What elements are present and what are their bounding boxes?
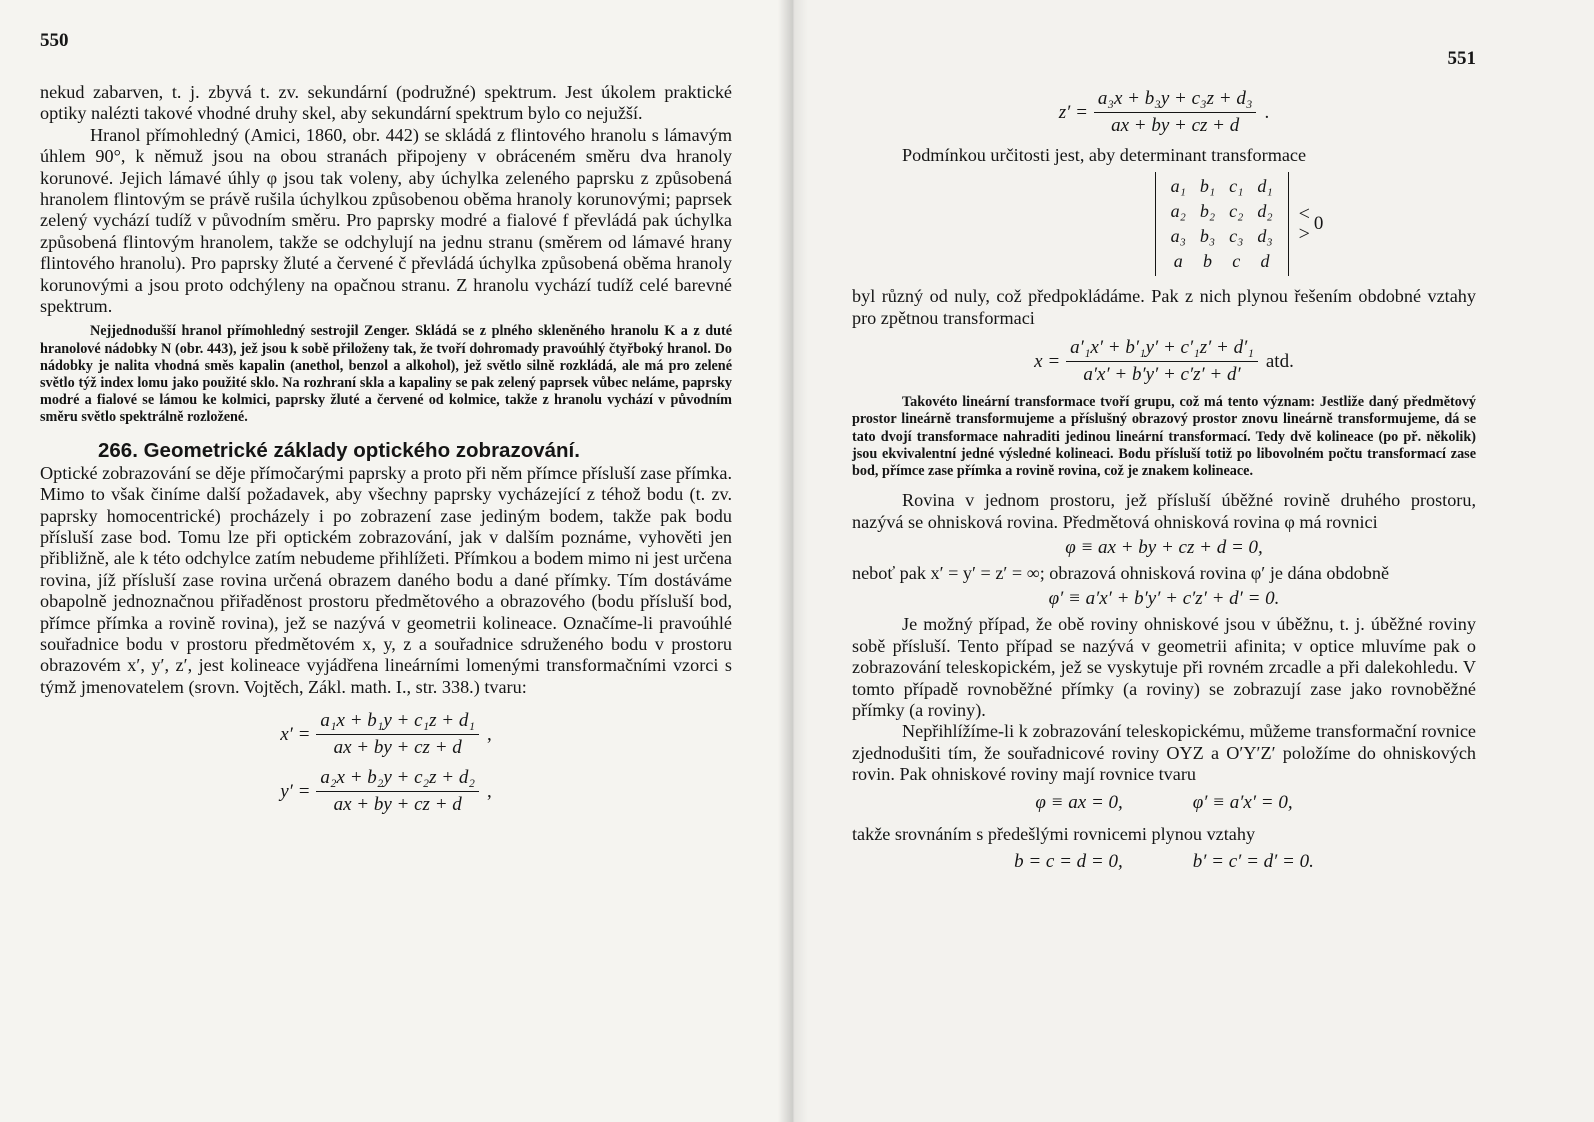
- eq-pair-left: φ ≡ ax = 0,: [1035, 791, 1123, 813]
- determinant-matrix: [1155, 172, 1289, 276]
- paragraph-compare: takže srovnáním s předešlými rovnicemi plynou vztahy: [852, 823, 1256, 844]
- eq-inv-tail: atd.: [1265, 350, 1294, 372]
- det-cell: a₂: [1170, 201, 1186, 222]
- eq-z-denominator: ax + by + cz + d: [1111, 115, 1240, 136]
- det-cell: a₃: [1170, 226, 1186, 247]
- paragraph-affinity: Je možný případ, že obě roviny ohniskové jsou v úběžnu, t. j. úběžné roviny sobě přísluší. Tento případ se nazývá v geometrii afinita; v optice mluvíme pak o zobrazování teleskopickém, jež se vyskytuje při rovném zrcadle a při dalekohledu. V tomto případě rovnoběžné přímky (a roviny) se zobrazují zase jako rovnoběžné přímky (a roviny).: [852, 614, 1476, 721]
- right-body-6: [852, 824, 1476, 845]
- det-row: [1164, 249, 1280, 274]
- right-body-3: [852, 490, 1476, 533]
- determinant-table: [1164, 174, 1280, 274]
- eq-y-comma: ,: [487, 780, 492, 802]
- left-page: [0, 0, 792, 1122]
- eq-x-numerator: a₁x + b₁y + c₁z + d₁: [316, 710, 479, 735]
- paragraph-amici-prism: Hranol přímohledný (Amici, 1860, obr. 442) se skládá z flintového hranolu s lámavým úhlem 90°, k němuž jsou na obou stranách připojeny v obráceném směru dva hranoly korunové. Jejich lámavé úhly φ jsou tak voleny, aby úchylka zeleného paprsku z způsobená hranolem flintovým se právě rušila úchylkou způsobenou oběma hranoly korunovými; paprsek zelený vychází tudíž v původním směru. Pro paprsky modré a fialové f převládá pak úchylka způsobená flintovým hranolem, takže se odchylují na jednu stranu (směrem od lámavé hrany flintového hranolu). Pro paprsky žluté a červené č převládá úchylka způsobená oběma hranoly korunovými a jsou proto odchýleny na opačnou stranu. Z hranolu vychází tudíž celé barevné spektrum.: [40, 124, 732, 317]
- det-cell: c₃: [1229, 226, 1244, 247]
- right-small-print: [852, 394, 1476, 480]
- paragraph-nonzero: byl různý od nuly, což předpokládáme. Pak z nich plynou řešením obdobné vztahy pro zpětnou transformaci: [852, 286, 1476, 328]
- section-number: 266.: [98, 438, 138, 462]
- eq-inv-lhs: x =: [1034, 350, 1061, 372]
- section-body: [40, 463, 732, 698]
- right-page: [792, 0, 1594, 1122]
- eq-y-numerator: a₂x + b₂y + c₂z + d₂: [316, 767, 479, 792]
- det-cell: b₁: [1199, 176, 1216, 197]
- section-title: Geometrické základy optického zobrazování.: [143, 438, 580, 462]
- det-cell: a₁: [1170, 176, 1186, 197]
- det-cell: b₂: [1199, 201, 1216, 222]
- det-rel-zero: 0: [1313, 213, 1324, 235]
- right-body-2: [852, 286, 1476, 329]
- right-body-5: [852, 614, 1476, 785]
- det-row: [1164, 174, 1280, 199]
- eq-z-fraction: [1094, 88, 1257, 137]
- eq-x-fraction: [316, 710, 479, 759]
- equation-pair-focal: [852, 792, 1476, 814]
- paragraph-secondary-spectrum: nekud zabarven, t. j. zbyvá t. zv. sekundární (podružné) spektrum. Jest úkolem praktické optiky nalézti takové vhodné druhy skel, aby sekundární spektrum bylo co nejužší.: [40, 82, 732, 124]
- equation-inverse: [852, 337, 1476, 386]
- det-cell: d₂: [1257, 201, 1273, 222]
- paragraph-zenger-prism: Nejjednodušší hranol přímohledný sestrojil Zenger. Skládá se z plného skleněného hranolu K a z duté hranolové nádobky N (obr. 443), jež jsou k sobě přiloženy tak, že tvoří dohromady pravoúhlý čtyřboký hranol. Do nádobky je nalita vhodná směs kapalin (anethol, benzol a alkohol), jež světlo silně rozkládá, ale má pro zelené světlo týž index lomu jako použité sklo. Na rozhraní skla a kapaliny se pak zelený paprsek vůbec neláme, paprsky modré a fialové se lámou ke kolmici, paprsky žluté a červené od kolmice, takže z hranolu vychází v původním směru světlo spektrálně rozložené.: [40, 323, 732, 426]
- eq-x-comma: ,: [487, 723, 492, 745]
- paragraph-telescopic: Nepřihlížíme-li k zobrazování teleskopickému, můžeme transformační rovnice zjednodušiti tím, že souřadnicové roviny OYZ a O′Y′Z′ položíme do ohniskových rovin. Pak ohniskové roviny mají rovnice tvaru: [852, 721, 1476, 785]
- eq-rel-left: b = c = d = 0,: [1014, 851, 1123, 873]
- det-cell: c₁: [1229, 176, 1244, 197]
- equation-phi-prime: φ′ ≡ a′x′ + b′y′ + c′z′ + d′ = 0.: [1048, 588, 1280, 610]
- section-heading: [40, 439, 732, 463]
- equation-y-prime: [40, 767, 732, 816]
- determinant-block: [1002, 172, 1476, 276]
- paragraph-optical-imaging: Optické zobrazování se děje přímočarými paprsky a proto při něm přímce přísluší zase přímka. Mimo to však činíme další požadavek, aby všechny paprsky vycházející z téhož bodu (t. zv. paprsky homocentrické) procházely i po zobrazení zase jediným bodem, takže pak bodu přísluší zase bod. Tomu lze při optickém zobrazování, jak v dalším poznáme, vyhověti jen přibližně, ale k této odchylce zatím nebudeme přihlížeti. Přímkou a bodem mimo ni jest určena rovina, jíž přísluší zase rovina určená obrazem daného bodu a dané přímky. Tím dostáváme obapolně jednoznačnou přiřaděnost prostoru předmětového a obrazového (bodu přísluší bod, přímce přímka a rovině rovina), jež se nazývá v geometrii kolineace. Označíme-li pravoúhlé souřadnice bodu v prostoru předmětovém x, y, z a souřadnice sdruženého bodu v prostoru obrazovém x′, y′, z′, jest kolineace vyjádřena lineárními lomenými transformačními vzorci s týmž jmenovatelem (srovn. Vojtěch, Zákl. math. I., str. 338.) tvaru:: [40, 462, 732, 697]
- det-cell: d₃: [1257, 226, 1273, 247]
- eq-z-lhs: z′ =: [1058, 101, 1088, 123]
- right-body-1: [852, 145, 1476, 166]
- page-number-right: 551: [1447, 48, 1476, 69]
- det-row: [1164, 199, 1280, 224]
- det-row: [1164, 224, 1280, 249]
- det-rel-greater: >: [1298, 223, 1310, 246]
- equation-z-prime: [852, 88, 1476, 137]
- left-body: [40, 82, 732, 317]
- eq-x-denominator: ax + by + cz + d: [333, 737, 462, 759]
- equation-x-prime: [40, 710, 732, 759]
- eq-pair-right: φ′ ≡ a′x′ = 0,: [1192, 791, 1293, 813]
- eq-x-lhs: x′ =: [280, 723, 311, 745]
- det-cell: b₃: [1199, 226, 1216, 247]
- eq-y-fraction: [316, 767, 479, 816]
- equation-pair-relations: [852, 851, 1476, 873]
- det-cell: b: [1202, 251, 1212, 272]
- det-rel-less: <: [1298, 203, 1310, 226]
- eq-inv-fraction: [1066, 337, 1258, 386]
- det-cell: a: [1173, 251, 1183, 272]
- eq-y-denominator: ax + by + cz + d: [333, 794, 462, 816]
- det-cell: d₁: [1257, 176, 1273, 197]
- det-cell: d: [1260, 251, 1270, 272]
- eq-y-lhs: y′ =: [280, 780, 311, 802]
- eq-z-numerator: a₃x + b₃y + c₃z + d₃: [1094, 88, 1257, 113]
- eq-rel-right: b′ = c′ = d′ = 0.: [1192, 851, 1314, 873]
- eq-z-period: .: [1264, 101, 1270, 123]
- equation-phi: φ ≡ ax + by + cz + d = 0,: [1065, 537, 1263, 559]
- eq-inv-numerator: a′₁x′ + b′₁y′ + c′₁z′ + d′₁: [1066, 337, 1258, 362]
- eq-inv-denominator: a′x′ + b′y′ + c′z′ + d′: [1083, 364, 1241, 386]
- paragraph-group: Takovéto lineární transformace tvoří grupu, což má tento význam: Jestliže daný předmětový prostor lineárně transformujeme a příslušný obrazový prostor znovu lineárně transformujeme, dá se tato dvojí transformace nahraditi jedinou lineární transformací. Tedy dvě kolineace (po př. několik) jsou ekvivalentní jedné výsledné kolineaci. Bodu přísluší totiž po libovolném počtu transformací zase bod, přímce zase přímka a rovině rovina, což je znakem kolineace.: [852, 394, 1476, 480]
- page-number-left: 550: [40, 30, 69, 51]
- paragraph-image-focal: neboť pak x′ = y′ = z′ = ∞; obrazová ohnisková rovina φ′ je dána obdobně: [852, 563, 1390, 584]
- paragraph-condition: Podmínkou určitosti jest, aby determinant transformace: [902, 145, 1307, 165]
- paragraph-focal-plane: Rovina v jednom prostoru, jež přísluší úběžné rovině druhého prostoru, nazývá se ohnisková rovina. Předmětová ohnisková rovina φ má rovnici: [852, 490, 1476, 532]
- det-cell: c₂: [1229, 201, 1244, 222]
- right-body-4: [852, 563, 1476, 584]
- left-small-print: [40, 323, 732, 426]
- det-relation: [1299, 204, 1310, 244]
- det-cell: c: [1232, 251, 1241, 272]
